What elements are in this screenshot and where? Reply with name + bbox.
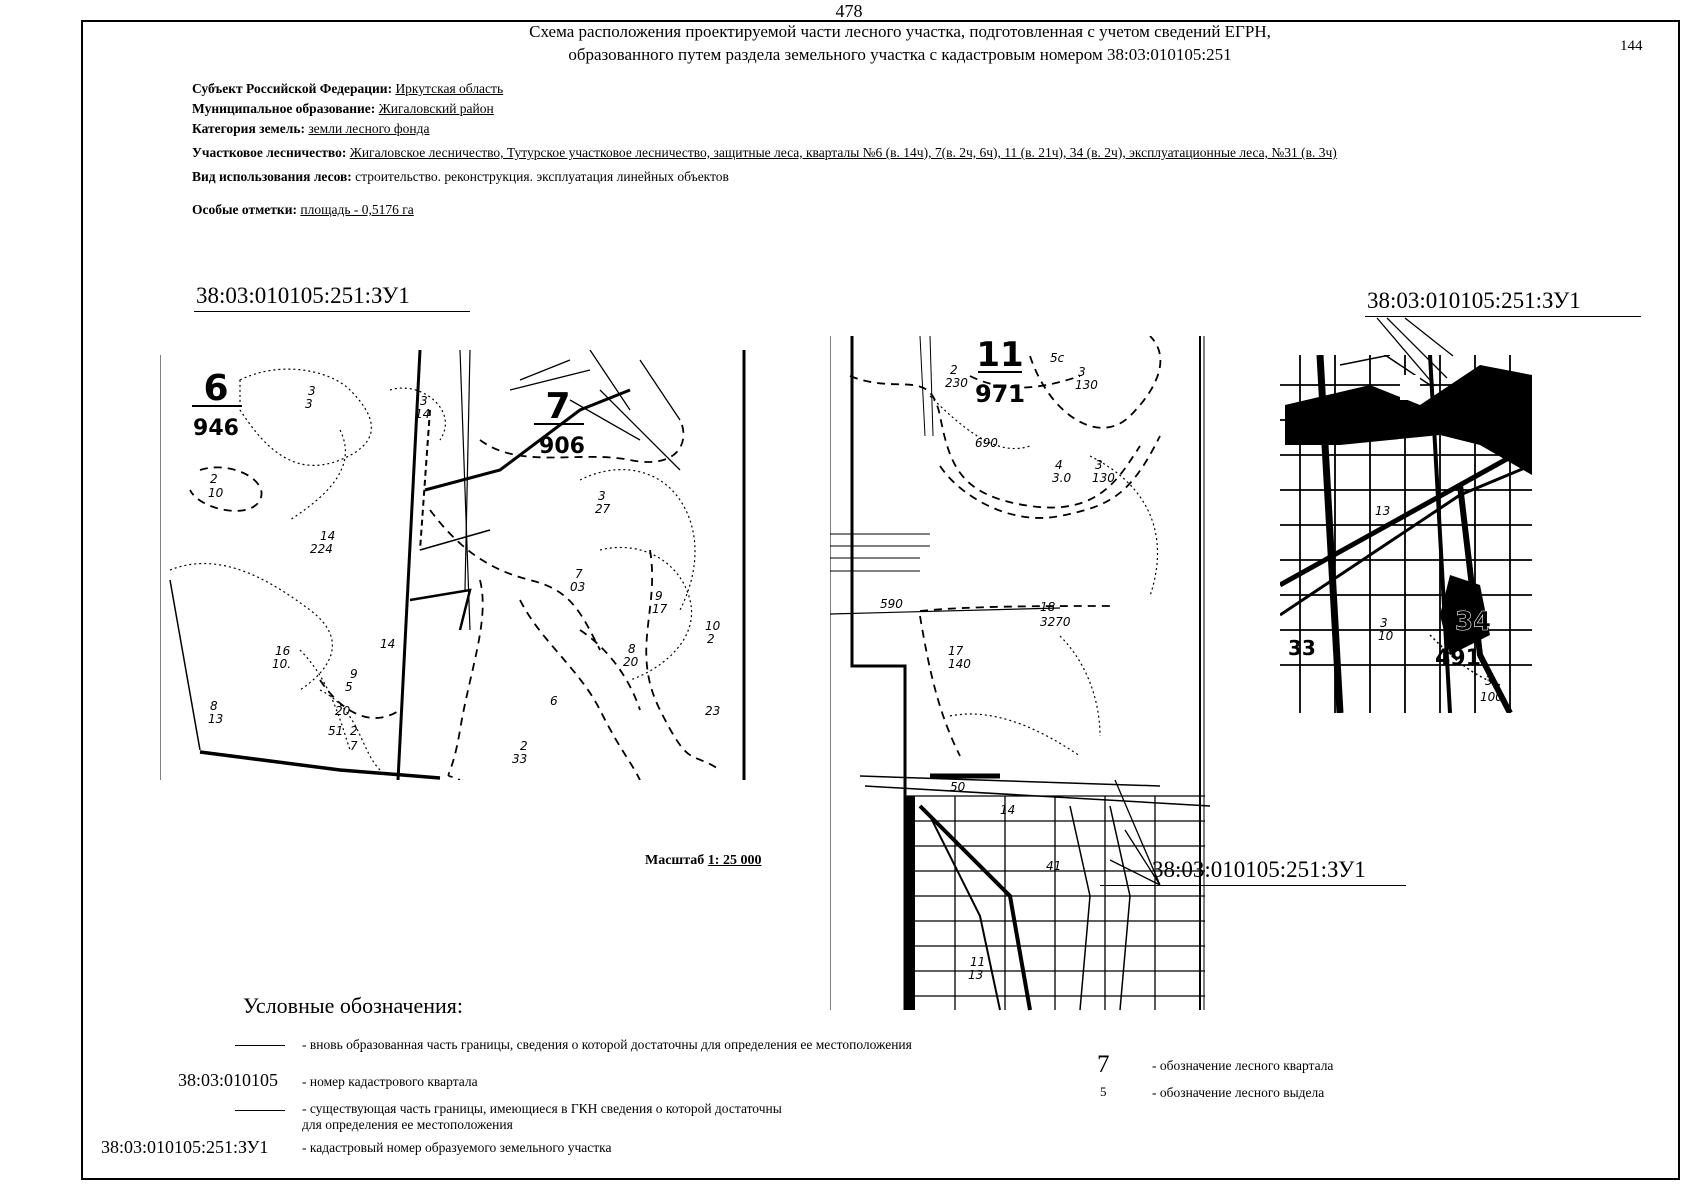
svg-text:41: 41 <box>1046 859 1062 873</box>
svg-text:9: 9 <box>655 589 663 603</box>
info-category-label: Категория земель: <box>192 121 305 136</box>
svg-text:3: 3 <box>1095 458 1103 472</box>
svg-text:2: 2 <box>350 724 358 738</box>
quarter-7-area: 906 <box>539 434 585 459</box>
parcel-label-center: 38:03:010105:251:ЗУ1 <box>1152 857 1366 882</box>
svg-text:7: 7 <box>350 739 358 753</box>
map-scale <box>645 853 761 869</box>
legend-cadastral-quarter-code: 38:03:010105 <box>178 1070 279 1090</box>
svg-text:2: 2 <box>950 363 958 377</box>
legend-title: Условные обозначения: <box>243 993 464 1018</box>
svg-text:51: 51 <box>328 724 344 738</box>
svg-text:8: 8 <box>210 699 218 713</box>
svg-text:130: 130 <box>1075 378 1098 392</box>
map-scale-value: 1: 25 000 <box>707 853 762 868</box>
svg-text:8: 8 <box>628 642 636 656</box>
parcel-leader-right <box>1375 316 1455 388</box>
svg-text:3: 3 <box>1380 616 1388 630</box>
parcel-label-left-underline <box>194 311 470 312</box>
svg-text:17: 17 <box>652 602 668 616</box>
quarter-11-area: 971 <box>974 380 1026 408</box>
svg-text:14: 14 <box>415 407 431 421</box>
svg-text:130: 130 <box>1092 471 1115 485</box>
svg-text:13: 13 <box>208 712 224 726</box>
info-use-label: Вид использования лесов: <box>192 169 352 184</box>
quarter-6-number: 6 <box>203 368 229 409</box>
quarter-6-area: 946 <box>193 416 239 441</box>
svg-text:3: 3 <box>308 384 316 398</box>
svg-text:7: 7 <box>575 567 583 581</box>
svg-text:5c: 5c <box>1050 351 1065 365</box>
svg-text:11: 11 <box>970 955 986 969</box>
quarter-7-number: 7 <box>545 386 571 427</box>
info-notes <box>192 202 414 218</box>
svg-text:230: 230 <box>945 376 968 390</box>
svg-text:3.0: 3.0 <box>1052 471 1072 485</box>
parcel-label-left: 38:03:010105:251:ЗУ1 <box>196 283 410 308</box>
svg-text:23: 23 <box>705 704 721 718</box>
svg-text:100: 100 <box>1480 690 1503 704</box>
quarter-11-number: 11 <box>976 336 1024 375</box>
svg-text:3: 3 <box>305 397 313 411</box>
info-municipality <box>192 101 494 117</box>
quarter-33-number: 33 <box>1288 636 1316 660</box>
sheet-number: 144 <box>1620 38 1643 54</box>
svg-text:14: 14 <box>1000 803 1016 817</box>
page-number: 478 <box>835 1 863 21</box>
svg-text:5: 5 <box>345 680 353 694</box>
parcel-label-right: 38:03:010105:251:ЗУ1 <box>1367 288 1581 313</box>
svg-text:3: 3 <box>1078 365 1086 379</box>
svg-text:27: 27 <box>595 502 611 516</box>
info-subject-value: Иркутская область <box>395 81 504 96</box>
legend-cadastral-quarter-label: номер кадастрового квартала <box>309 1074 478 1089</box>
forest-map-center <box>830 336 1210 1011</box>
svg-text:20: 20 <box>335 704 351 718</box>
svg-text:6: 6 <box>550 694 558 708</box>
svg-text:50: 50 <box>950 780 966 794</box>
info-subject <box>192 81 503 97</box>
svg-text:13: 13 <box>1375 504 1391 518</box>
svg-text:3: 3 <box>420 394 428 408</box>
svg-text:03: 03 <box>570 580 586 594</box>
info-forestry-label: Участковое лесничество: <box>192 145 347 160</box>
map-scale-label: Масштаб <box>645 853 705 868</box>
legend-new-boundary-line <box>235 1045 285 1046</box>
info-notes-value: площадь - 0,5176 га <box>300 202 414 217</box>
svg-text:3: 3 <box>598 489 606 503</box>
legend-quarter-text: - обозначение лесного квартала <box>1152 1058 1334 1073</box>
svg-text:9: 9 <box>350 667 358 681</box>
svg-text:4: 4 <box>1055 458 1063 472</box>
info-forestry-value: Жигаловское лесничество, Тутурское участковое лесничество, защитные леса, кварталы №6 (в. 14ч), 7(в. 2ч, 6ч), 11 (в. 21ч), 34 (в. 2ч), эксплуатационные леса, №31 (в. 3ч) <box>349 145 1337 160</box>
title-line-2: образованного путем раздела земельного участка с кадастровым номером 38:03:010105:251 <box>568 45 1232 64</box>
svg-text:2: 2 <box>520 739 528 753</box>
legend-existing-boundary-line <box>235 1110 285 1111</box>
parcel-leader-center <box>1110 770 1180 900</box>
forest-map-left <box>160 350 750 780</box>
svg-text:2: 2 <box>210 472 218 486</box>
info-municipality-label: Муниципальное образование: <box>192 101 376 116</box>
svg-text:590: 590 <box>880 597 903 611</box>
svg-text:690: 690 <box>975 436 998 450</box>
svg-text:17: 17 <box>948 644 964 658</box>
svg-text:16: 16 <box>275 644 291 658</box>
svg-text:14: 14 <box>380 637 396 651</box>
legend-existing-boundary-text-1: - существующая часть границы, имеющиеся в ГКН сведения о которой достаточны <box>302 1101 782 1116</box>
title-line-1: Схема расположения проектируемой части лесного участка, подготовленная с учетом сведений ЕГРН, <box>529 22 1271 41</box>
info-forestry <box>192 145 1337 161</box>
svg-text:224: 224 <box>310 542 333 556</box>
svg-text:2: 2 <box>707 632 715 646</box>
svg-text:3270: 3270 <box>1040 615 1071 629</box>
info-municipality-value: Жигаловский район <box>378 101 494 116</box>
svg-text:10: 10 <box>1378 629 1394 643</box>
legend-parcel-text: - кадастровый номер образуемого земельного участка <box>302 1140 612 1155</box>
svg-text:140: 140 <box>948 657 971 671</box>
info-use-value: строительство. реконструкция. эксплуатация линейных объектов <box>355 169 729 184</box>
svg-text:20: 20 <box>623 655 639 669</box>
info-notes-label: Особые отметки: <box>192 202 297 217</box>
info-subject-label: Субъект Российской Федерации: <box>192 81 393 96</box>
legend-new-boundary-text: - вновь образованная часть границы, сведения о которой достаточны для определения ее местоположения <box>302 1037 912 1052</box>
svg-text:10: 10 <box>208 486 224 500</box>
quarter-34-number: 34 <box>1455 607 1492 637</box>
svg-text:14: 14 <box>320 529 336 543</box>
legend-parcel-code: 38:03:010105:251:ЗУ1 <box>101 1137 269 1157</box>
svg-text:10: 10 <box>705 619 721 633</box>
svg-text:33: 33 <box>512 752 528 766</box>
legend-division-text: - обозначение лесного выдела <box>1152 1085 1325 1100</box>
svg-text:3: 3 <box>1485 674 1493 688</box>
forest-map-inset <box>1280 355 1532 713</box>
svg-text:10.: 10. <box>272 657 292 671</box>
info-category <box>192 121 430 137</box>
info-category-value: земли лесного фонда <box>308 121 430 136</box>
legend-cadastral-quarter-text: - номер кадастрового квартала <box>302 1074 478 1089</box>
legend-division-symbol: 5 <box>1100 1084 1107 1099</box>
info-use <box>192 169 729 185</box>
legend-quarter-symbol: 7 <box>1097 1051 1110 1078</box>
svg-text:13: 13 <box>968 968 984 982</box>
svg-text:18: 18 <box>1040 600 1056 614</box>
quarter-34-area: 491 <box>1435 646 1481 671</box>
legend-existing-boundary-text-2: для определения ее местоположения <box>302 1117 513 1132</box>
